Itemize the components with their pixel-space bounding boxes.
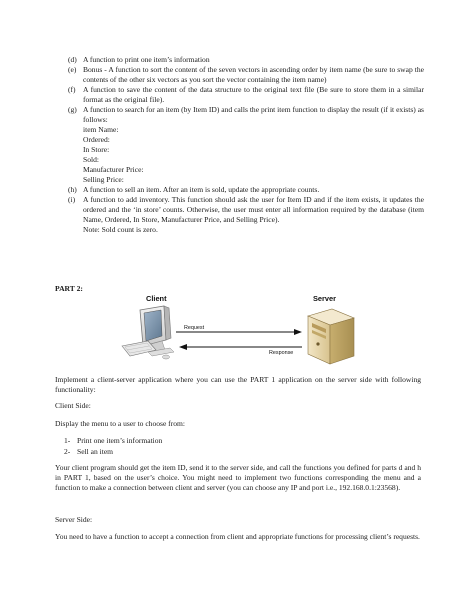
client-computer-icon [122, 306, 174, 359]
field-item-name: item Name: [83, 125, 119, 134]
item-label: (h) [68, 185, 77, 194]
list-item-d [68, 55, 424, 65]
menu-item-text: Print one item’s information [77, 436, 163, 445]
part1-list [68, 55, 424, 235]
item-label: (e) [68, 65, 77, 74]
item-label: (f) [68, 85, 76, 94]
list-item-h [68, 185, 424, 195]
menu-item-print [64, 436, 162, 447]
item-label: (d) [68, 55, 77, 64]
server-paragraph: You need to have a function to accept a connection from client and appropriate functions for processing client’s requests. [55, 532, 420, 541]
item-text: A function to save the content of the data structure to the original text file (Be sure to store them in a similar format as the original file). [83, 85, 424, 104]
field-ordered: Ordered: [83, 135, 110, 144]
menu-intro: Display the menu to a user to choose from: [55, 419, 185, 428]
server-side-heading: Server Side: [55, 515, 93, 524]
list-item-e [68, 65, 424, 85]
item-text: Bonus - A function to sort the content of the seven vectors in ascending order by item name (be sure to swap the contents of the other six vectors as you sort the vector containing the item name) [83, 65, 424, 84]
list-item-f [68, 85, 424, 105]
list-item-i [68, 195, 424, 235]
item-text: A function to sell an item. After an item is sold, update the appropriate counts. [83, 185, 320, 194]
server-tower-icon [308, 309, 354, 364]
item-label: (g) [68, 105, 77, 114]
menu-item-number: 2- [64, 446, 71, 456]
request-label: Request [184, 325, 205, 331]
item-text: A function to print one item’s information [83, 55, 210, 64]
sold-count-note: Note: Sold count is zero. [83, 225, 158, 234]
client-side-heading: Client Side: [55, 401, 91, 410]
client-label: Client [146, 294, 167, 303]
menu-item-number: 1- [64, 436, 71, 445]
response-label: Response [269, 350, 294, 356]
client-server-diagram [118, 294, 368, 368]
client-paragraph: Your client program should get the item ID, send it to the server side, and call the functions you defined for parts d and h in PART 1, based on the user’s choice. You might need to implement two functions corresponding the menu and a function to make a connection between client and server (you can choose any IP and port i.e., 192.168.0.1:23568). [55, 463, 421, 493]
client-menu-list [64, 436, 162, 457]
item-text: A function to add inventory. This function should ask the user for Item ID and if the item exists, it updates the ordered and the ‘in store’ counts. Otherwise, the user must enter all information required by the database (item Name, Ordered, In Store, Manufacturer Price, and Selling Price). [83, 195, 424, 224]
field-manufacturer-price: Manufacturer Price: [83, 165, 144, 174]
part2-heading: PART 2: [55, 284, 83, 293]
menu-item-text: Sell an item [77, 446, 114, 456]
item-text: A function to search for an item (by Item ID) and calls the print item function to display the result (if it exists) as follows: [83, 105, 424, 124]
field-in-store: In Store: [83, 145, 110, 154]
list-item-g [68, 105, 424, 185]
part2-intro: Implement a client-server application where you can use the PART 1 application on the server side with following functionality: [55, 375, 421, 395]
diagram-graphics [118, 294, 368, 368]
field-sold: Sold: [83, 155, 99, 164]
server-label: Server [313, 294, 337, 303]
menu-item-sell [64, 447, 162, 458]
field-selling-price: Selling Price: [83, 175, 124, 184]
item-label: (i) [68, 195, 76, 204]
